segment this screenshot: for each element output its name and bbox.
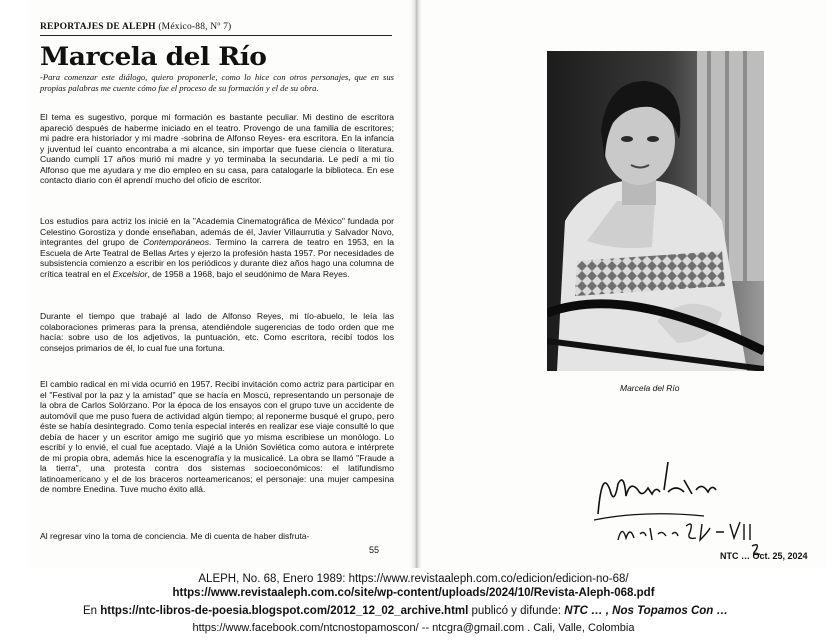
paragraph-2-part-a: Los estudios para actriz los inicié en la "Academia Cinematográfica de México" fundada por Celestino Gorostiza y donde enseñaban, además de él, Javier Villaurrutia y Salvador Novo, integrantes del grupo de bbox=[40, 216, 394, 247]
footer bbox=[0, 568, 827, 642]
ntc-credit: NTC … Oct. 25, 2024 bbox=[720, 551, 808, 561]
article-title: Marcela del Río bbox=[40, 42, 267, 71]
paragraph-3: Durante el tiempo que trabajé al lado de Alfonso Reyes, mi tío-abuelo, le leía las colaboraciones primeras para la prensa, atendiéndole sugerencias de todo orden que me hacía: sobre uso de los adjetivos, la puntuación, etc. Como escritora, recibí todos los consejos primarios de él, lo cual fue una fortuna. bbox=[40, 311, 394, 353]
paragraph-5: Al regresar vino la toma de conciencia. Me di cuenta de haber disfruta- bbox=[40, 531, 310, 541]
intro-question: -Para comenzar este diálogo, quiero proponerle, como lo hice con otros personajes, que en sus propias palabras me cuente cómo fue el proceso de su formación y el de su obra. bbox=[40, 72, 394, 93]
section-heading bbox=[40, 22, 231, 32]
paragraph-2-italic-contemporaneos: Contemporáneos bbox=[143, 237, 209, 247]
footer-blog-link[interactable]: https://ntc-libros-de-poesia.blogspot.com/2012_12_02_archive.html bbox=[100, 605, 469, 617]
footer-publish-line bbox=[0, 605, 819, 617]
portrait-illustration bbox=[547, 51, 764, 371]
page-number: 55 bbox=[369, 545, 380, 555]
footer-source-line: ALEPH, No. 68, Enero 1989: https://www.revistaaleph.com.co/edicion/edicion-no-68/ bbox=[198, 573, 629, 585]
footer-pdf-link[interactable]: https://www.revistaaleph.com.co/site/wp-content/uploads/2024/10/Revista-Aleph-068.pdf bbox=[172, 587, 655, 599]
photo-caption: Marcela del Río bbox=[620, 383, 680, 393]
paragraph-4: El cambio radical en mi vida ocurrió en 1957. Recibí invitación como actriz para participar en el "Festival por la paz y la amistad" que se hacía en Moscú, representando un personaje de la obra de Carlos Solórzano. Por la época de los ensayos con el grupo tuve un accidente de automóvil que me puso fuera de actividad algún tiempo; al reponerme busqué el grupo, pero éste se había desintegrado. Como tenía especial interés en realizar ese viaje consulté lo que debía de hacer y un escritor amigo me sugirió que yo misma escribiese un monólogo. Lo escribí y lo envié, el cual fue aceptado. Viajé a la Unión Soviética como autora e intérprete de mi propia obra, además hice la escenografía y la musicalicé. La obra se llamó "Fraude a la tierra", una protesta contra dos sistemas socioeconómicos: el latifundismo latinoamericano y el de los braceros norteamericanos; el personaje: una mujer campesina de nombre Enedina. Tuve mucho éxito allá. bbox=[40, 379, 394, 494]
book-gutter bbox=[410, 0, 422, 568]
paragraph-2 bbox=[40, 216, 394, 279]
footer-publish-mid: publicó y difunde: bbox=[468, 605, 565, 617]
footer-publish-prefix: En bbox=[82, 605, 101, 617]
portrait-photo bbox=[547, 51, 764, 371]
footer-publisher-name: NTC … , Nos Topamos Con … bbox=[564, 605, 729, 617]
paragraph-2-italic-excelsior: Excelsior bbox=[112, 268, 148, 279]
right-page bbox=[422, 0, 827, 568]
footer-contact-line: https://www.facebook.com/ntcnostopamoscon/ -- ntcgra@gmail.com . Cali, Valle, Colombia bbox=[192, 622, 635, 634]
heading-rule bbox=[40, 35, 392, 36]
left-page bbox=[28, 0, 412, 568]
paragraph-1: El tema es sugestivo, porque mi formación es bastante peculiar. Mi destino de escritora apareció después de haberme iniciado en el teatro. Provengo de una familia de escritores; mi padre era historiador y mi madre -sobrina de Alfonso Reyes- era escritora. En la infancia y juventud leí cuanto encontraba a mi alcance, sin importar que fuese ciencia o literatura. Cuando cumplí 17 años murió mi madre y yo terminaba la secundaria. Le pedí a mi tío Alfonso que me ayudara y me dio empleo en su casa, para catalogarle la biblioteca. En ese contacto diario con él aprendí mucho del oficio de escritor. bbox=[40, 112, 394, 185]
section-heading-bold: REPORTAJES DE ALEPH bbox=[40, 22, 156, 32]
paragraph-2-part-b: . Termino la carrera de teatro en 1953, en la Escuela de Arte Teatral de Bellas Artes y ejerzo la profesión hasta 1957. Por necesidades de subsistencia comienzo a escribir en los periódicos y durante diez años hago una columna de crítica teatral en el bbox=[40, 237, 394, 279]
section-heading-issue: (México-88, Nº 7) bbox=[158, 22, 232, 32]
paragraph-2-part-c: , de 1958 a 1968, bajo el seudónimo de Mara Reyes. bbox=[147, 268, 350, 279]
handwritten-signature bbox=[584, 450, 784, 560]
